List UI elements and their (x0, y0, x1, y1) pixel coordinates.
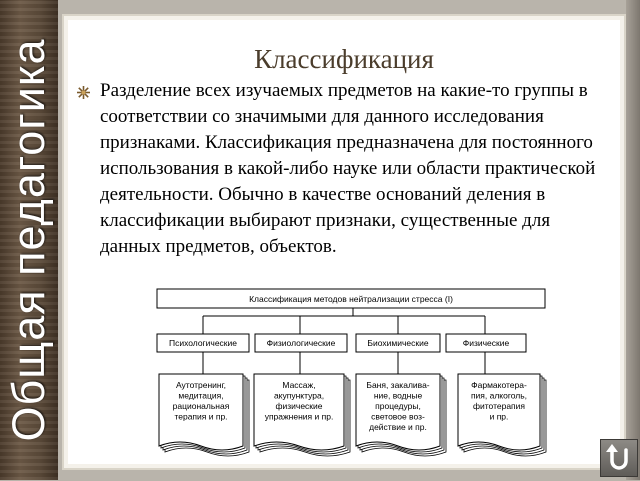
slide-title: Классификация (254, 44, 434, 74)
return-button[interactable] (600, 439, 638, 477)
diagram-method-line: Баня, закалива- (366, 380, 430, 390)
diagram-root-label: Классификация методов нейтрализации стресса (I) (249, 294, 453, 304)
slide-body-text: Разделение всех изучаемых предметов на какие-то группы в соответствии со значимыми для данного исследования признаками. Классификация предназначена для постоянного использования в какой-либо науке или области практической деятельности. Обычно в качестве оснований деления в классификации выбирают признаки, существенные для данных предметов, объектов. (100, 80, 596, 257)
diagram-method-line: терапия и пр. (174, 411, 228, 422)
diagram-method-line: световое воз- (371, 411, 425, 422)
right-border (626, 0, 640, 480)
diagram-method-line: Фармакотера- (471, 380, 527, 390)
diagram-method-line: физические (275, 401, 323, 411)
diagram-method-line: фитотерапия (472, 401, 526, 411)
diagram-method-line: акупунктура, (273, 390, 325, 401)
return-arrow-icon (601, 440, 637, 476)
diagram-method-line: медитация, (178, 390, 224, 401)
sidebar-strip (0, 0, 58, 480)
sidebar-title: Общая педагогика (3, 38, 54, 442)
slide-panel (62, 14, 626, 470)
diagram-method-line: процедуры, (375, 401, 421, 411)
diagram-category-label: Биохимические (367, 338, 429, 348)
diagram-method-line: ние, водные (373, 390, 423, 401)
diagram-category-label: Физиологические (266, 338, 336, 348)
classification-diagram (156, 286, 548, 468)
diagram-method-line: упражнения и пр. (264, 411, 334, 422)
diagram-method-line: пия, алкоголь, (470, 390, 528, 401)
bullet-icon (77, 86, 90, 99)
diagram-method-line: Аутотренинг, (175, 380, 227, 390)
diagram-method-line: действие и пр. (369, 422, 427, 432)
diagram-category-label: Физические (462, 338, 510, 348)
diagram-method-line: и пр. (489, 411, 509, 422)
diagram-method-line: рациональная (172, 401, 230, 411)
diagram-category-label: Психологические (168, 338, 238, 348)
diagram-method-line: Массаж, (282, 380, 316, 390)
